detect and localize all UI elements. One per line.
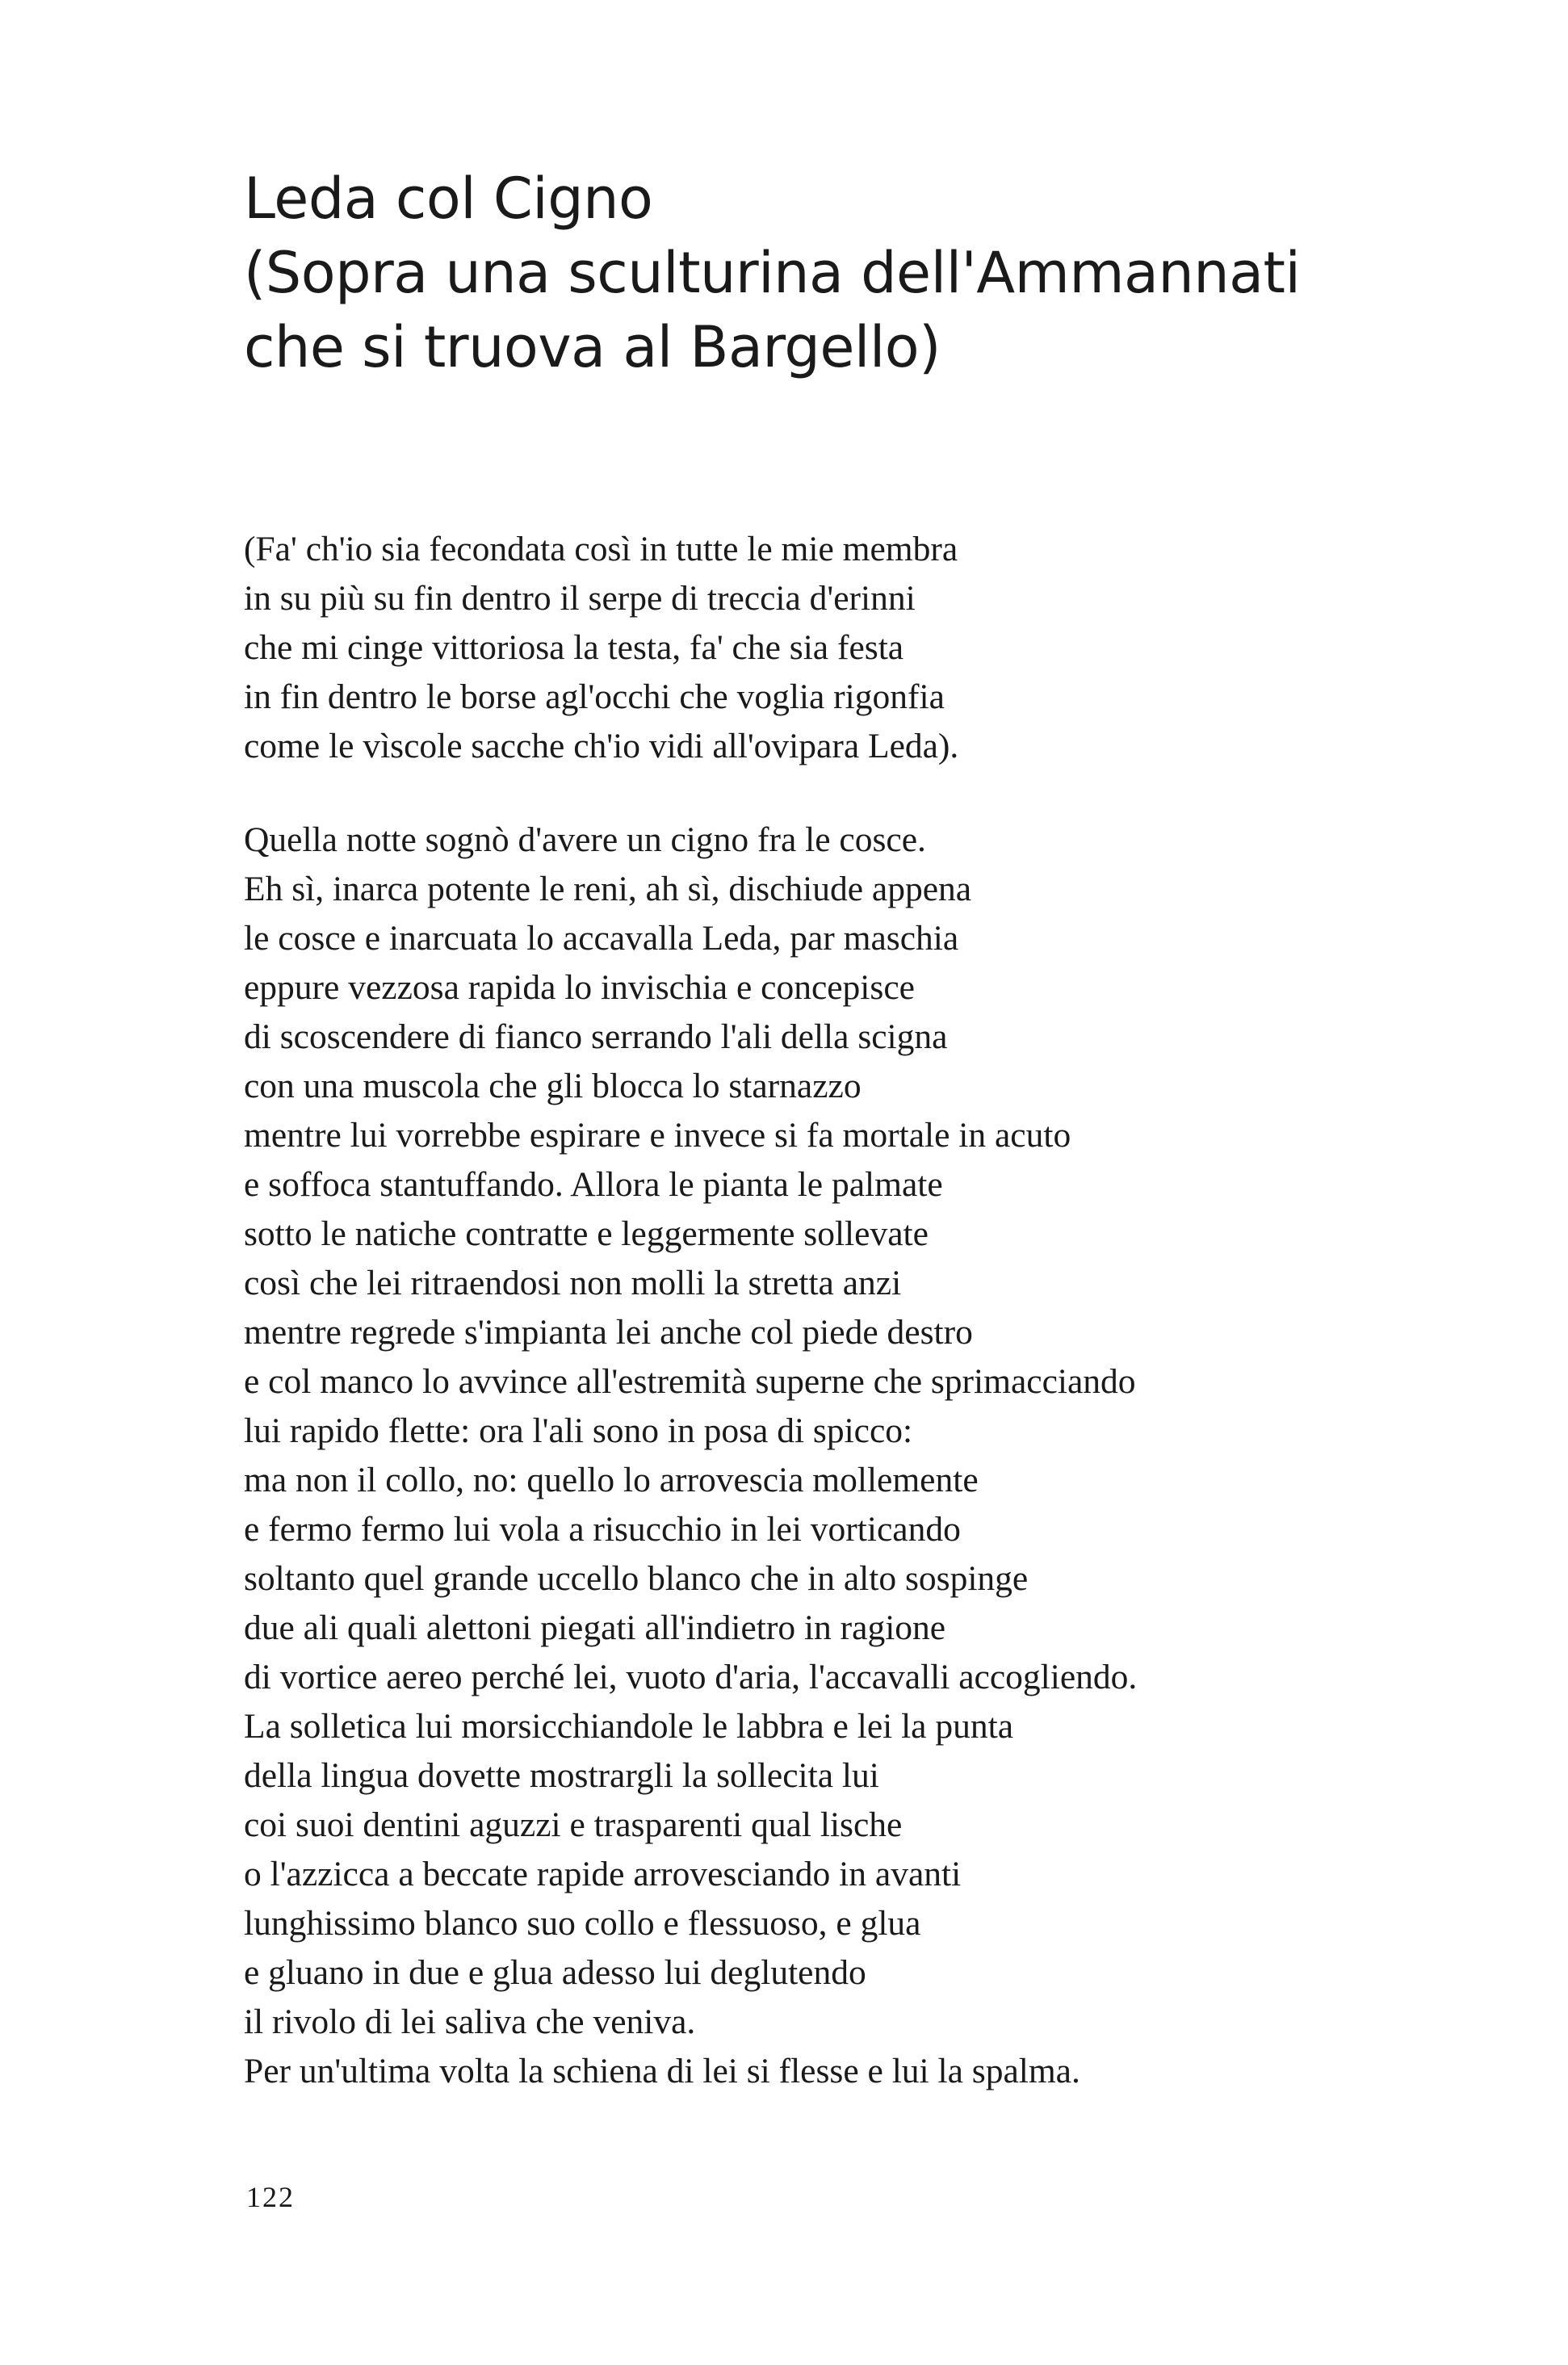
verse-line: o l'azzicca a beccate rapide arrovesciando in avanti [244,1855,962,1893]
verse-line: coi suoi dentini aguzzi e trasparenti qual lische [244,1805,903,1844]
stanza-2 [244,816,1503,2096]
verse-line: soltanto quel grande uccello blanco che in alto sospinge [244,1559,1029,1598]
verse-line: in su più su fin dentro il serpe di treccia d'erinni [244,579,916,618]
verse-line: mentre lui vorrebbe espirare e invece si fa mortale in acuto [244,1116,1071,1155]
verse-line: Quella notte sognò d'avere un cigno fra le cosce. [244,820,926,859]
verse-line: e gluano in due e glua adesso lui deglutendo [244,1953,866,1992]
verse-line: di vortice aereo perché lei, vuoto d'aria, l'accavalli accogliendo. [244,1658,1138,1696]
page-number: 122 [246,2181,295,2213]
verse-line: Eh sì, inarca potente le reni, ah sì, dischiude appena [244,870,972,908]
verse-line: e col manco lo avvince all'estremità superne che sprimacciando [244,1362,1136,1401]
verse-line: della lingua dovette mostrargli la sollecita lui [244,1756,879,1795]
verse-line: lunghissimo blanco suo collo e flessuoso, e glua [244,1904,921,1943]
verse-line: sotto le natiche contratte e leggermente sollevate [244,1214,929,1253]
title-line: Leda col Cigno [244,166,653,232]
verse-line: in fin dentro le borse agl'occhi che voglia rigonfia [244,677,945,716]
verse-line: e fermo fermo lui vola a risucchio in lei vorticando [244,1510,961,1549]
verse-line: ma non il collo, no: quello lo arrovescia mollemente [244,1461,979,1499]
verse-line: con una muscola che gli blocca lo starnazzo [244,1067,862,1105]
verse-line: due ali quali alettoni piegati all'indietro in ragione [244,1608,946,1647]
title-line: (Sopra una sculturina dell'Ammannati [244,240,1301,306]
verse-line: (Fa' ch'io sia fecondata così in tutte le mie membra [244,530,958,568]
verse-line: di scoscendere di fianco serrando l'ali della scigna [244,1017,948,1056]
verse-line: e soffoca stantuffando. Allora le pianta le palmate [244,1165,943,1204]
verse-line: il rivolo di lei saliva che veniva. [244,2002,696,2041]
verse-line: mentre regrede s'impianta lei anche col piede destro [244,1313,973,1352]
verse-line: che mi cinge vittoriosa la testa, fa' che sia festa [244,628,904,667]
poem-title [244,161,1503,384]
title-line: che si truova al Bargello) [244,314,941,380]
stanza-1 [244,525,1503,771]
verse-line: lui rapido flette: ora l'ali sono in posa di spicco: [244,1411,913,1450]
verse-line: eppure vezzosa rapida lo invischia e concepisce [244,968,915,1007]
verse-line: La solletica lui morsicchiandole le labbra e lei la punta [244,1707,1014,1746]
verse-line: così che lei ritraendosi non molli la stretta anzi [244,1264,902,1302]
verse-line: le cosce e inarcuata lo accavalla Leda, par maschia [244,919,959,958]
verse-line: Per un'ultima volta la schiena di lei si flesse e lui la spalma. [244,2052,1080,2090]
verse-line: come le vìscole sacche ch'io vidi all'ovipara Leda). [244,727,959,765]
